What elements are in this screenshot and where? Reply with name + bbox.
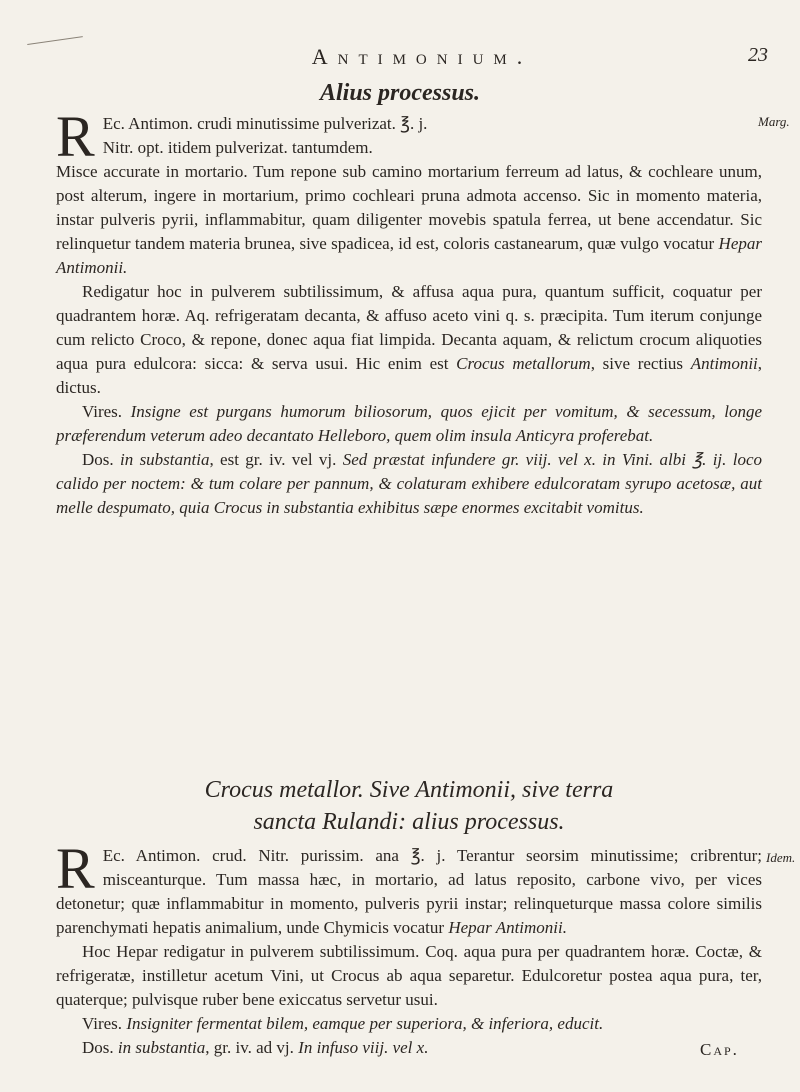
section-title-1: Alius processus. bbox=[319, 80, 481, 106]
recipe-line-2: Nitr. opt. itidem pulverizat. tantumdem. bbox=[102, 138, 373, 157]
dosis-paragraph-1: Dos. in substantia, est gr. iv. vel vj. Sed præstat infundere gr. viij. vel x. in Vini. albi ℥. ij. loco calido per noctem: & tum colare per pannum, & colaturam exhibere edulcoratam syrupo acetosæ, aut melle despumato, quia Crocus in substantia exhibitus sæpe enormes excitabit vomitus. bbox=[56, 450, 763, 517]
margin-note-1: Marg. bbox=[758, 114, 790, 129]
section-2-body bbox=[56, 836, 762, 1060]
drop-cap-1: R bbox=[56, 104, 95, 169]
section-title-2: Crocus metallor. Sive Antimonii, sive terra sancta Rulandi: alius processus. bbox=[204, 777, 614, 835]
recipe-line-1: Ec. Antimon. crudi minutissime pulverizat. ℥. j. bbox=[102, 114, 428, 133]
drop-cap-2: R bbox=[56, 836, 95, 901]
catchword: Cap. bbox=[700, 1040, 739, 1059]
paragraph-3: R Ec. Antimon. crud. Nitr. purissim. ana ℥. j. Terantur seorsim minutissime; cribrentur; misceanturque. Tum massa hæc, in mortario, ad latus reposito, carbone vivo, per vices detonetur; quæ inflammabitur in momento, pulveris pyrii instar; relinqueturque massa colore similis parenchymati hepatis animalium, unde Chymicis vocatur Hepar Antimonii. bbox=[56, 836, 762, 937]
vires-paragraph-1: Vires. Insigne est purgans humorum biliosorum, quos ejicit per vomitum, & secessum, longe præferendum veterum adeo decantato Helleboro, quem olim insula Anticyra proferebat. bbox=[56, 402, 762, 445]
hepar-term: Hepar Antimonii. bbox=[56, 234, 762, 277]
paragraph-1: Misce accurate in mortario. Tum repone sub camino mortarium ferreum ad latus, & cochleare unum, post alterum, ingere in mortarium, primo cochleari pruna admota accenso. Sic in momento materia, instar pulveris pyrii, inflammabitur, quam diligenter movebis spatula ferrea, ut bene accendatur. Sic relinquetur tandem materia brunea, sive spadicea, id est, coloris castanearum, quæ vulgo vocatur Hepar Antimonii. bbox=[56, 162, 762, 277]
section-1-body bbox=[56, 104, 763, 520]
paragraph-2: Redigatur hoc in pulverem subtilissimum, & affusa aqua pura, quantum sufficit, coquatur per quadrantem horæ. Aq. refrigeratam decanta, & affuso aceto vini q. s. præcipita. Tum iterum conjunge cum relicto Croco, & repone, donec aqua fiat limpida. Decanta aquam, & relictum crocum aliquoties aqua pura edulcora: sicca: & serva usui. Hic enim est Crocus metallorum, sive rectius Antimonii, dictus. bbox=[56, 282, 763, 397]
vires-paragraph-2: Vires. Insigniter fermentat bilem, eamque per superiora, & inferiora, educit. bbox=[82, 1014, 604, 1033]
page-number: 23 bbox=[748, 44, 768, 66]
margin-note-2: Idem. bbox=[766, 850, 796, 865]
dosis-paragraph-2: Dos. in substantia, gr. iv. ad vj. In infuso viij. vel x. bbox=[82, 1038, 429, 1057]
paragraph-4: Hoc Hepar redigatur in pulverem subtilissimum. Coq. aqua pura per quadrantem horæ. Coctæ, & refrigeratæ, instilletur acetum Vini, ut Crocus ab aqua separetur. Edulcoretur postea aqua pura, ter, quaterque; pulvisque ruber bene exiccatus servetur usui. bbox=[56, 942, 762, 1009]
running-head: Antimonium. bbox=[311, 44, 533, 69]
ink-mark bbox=[27, 36, 85, 59]
